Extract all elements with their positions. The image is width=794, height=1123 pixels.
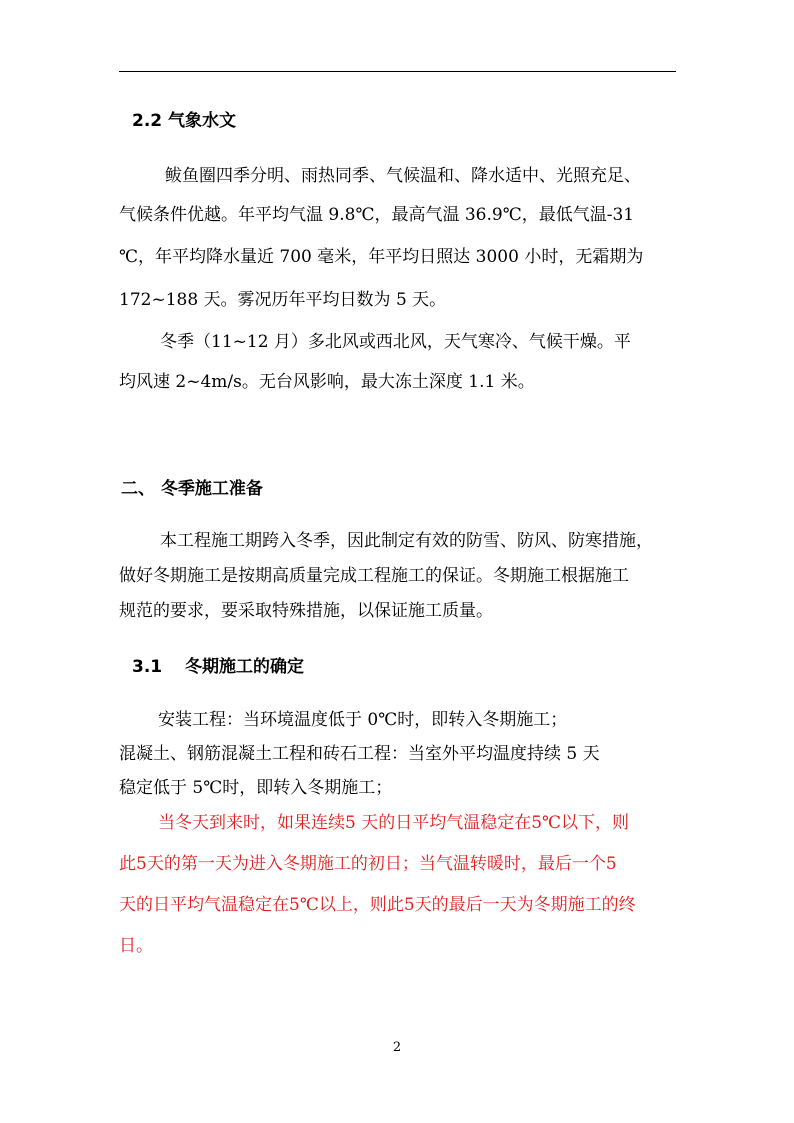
section-heading-3-1: 3.1 冬期施工的确定 [132, 657, 305, 677]
highlighted-paragraph-line: 日。 [119, 936, 153, 956]
paragraph-line: 冬季（11~12 月）多北风或西北风，天气寒冷、气候干燥。平 [160, 332, 631, 352]
page-number: 2 [392, 1040, 402, 1055]
paragraph-line: 均风速 2~4m/s。无台风影响，最大冻土深度 1.1 米。 [119, 372, 535, 392]
highlighted-paragraph-line: 天的日平均气温稳定在5℃以上，则此5天的最后一天为冬期施工的终 [119, 895, 636, 915]
highlighted-paragraph-line: 当冬天到来时，如果连续5 天的日平均气温稳定在5℃以下，则 [158, 813, 630, 833]
paragraph-line: 本工程施工期跨入冬季，因此制定有效的防雪、防风、防寒措施， [160, 531, 653, 551]
section-heading-two: 二、 冬季施工准备 [121, 479, 263, 499]
section-heading-2-2: 2.2 气象水文 [132, 111, 237, 131]
header-rule [119, 71, 676, 72]
paragraph-line: ℃，年平均降水量近 700 毫米，年平均日照达 3000 小时，无霜期为 [119, 247, 644, 267]
paragraph-line: 稳定低于 5℃时，即转入冬期施工； [119, 778, 393, 798]
highlighted-paragraph-line: 此5天的第一天为进入冬期施工的初日；当气温转暖时，最后一个5 [119, 854, 617, 874]
paragraph-line: 鲅鱼圈四季分明、雨热同季、气候温和、降水适中、光照充足、 [165, 166, 641, 186]
paragraph-line: 做好冬期施工是按期高质量完成工程施工的保证。冬期施工根据施工 [119, 566, 629, 586]
paragraph-line: 172~188 天。雾况历年平均日数为 5 天。 [119, 290, 447, 310]
paragraph-line: 气候条件优越。年平均气温 9.8℃，最高气温 36.9℃，最低气温-31 [119, 205, 635, 225]
paragraph-line: 安装工程：当环境温度低于 0℃时，即转入冬期施工； [158, 710, 568, 730]
paragraph-line: 混凝土、钢筋混凝土工程和砖石工程：当室外平均温度持续 5 天 [119, 744, 600, 764]
paragraph-line: 规范的要求，要采取特殊措施，以保证施工质量。 [119, 601, 493, 621]
